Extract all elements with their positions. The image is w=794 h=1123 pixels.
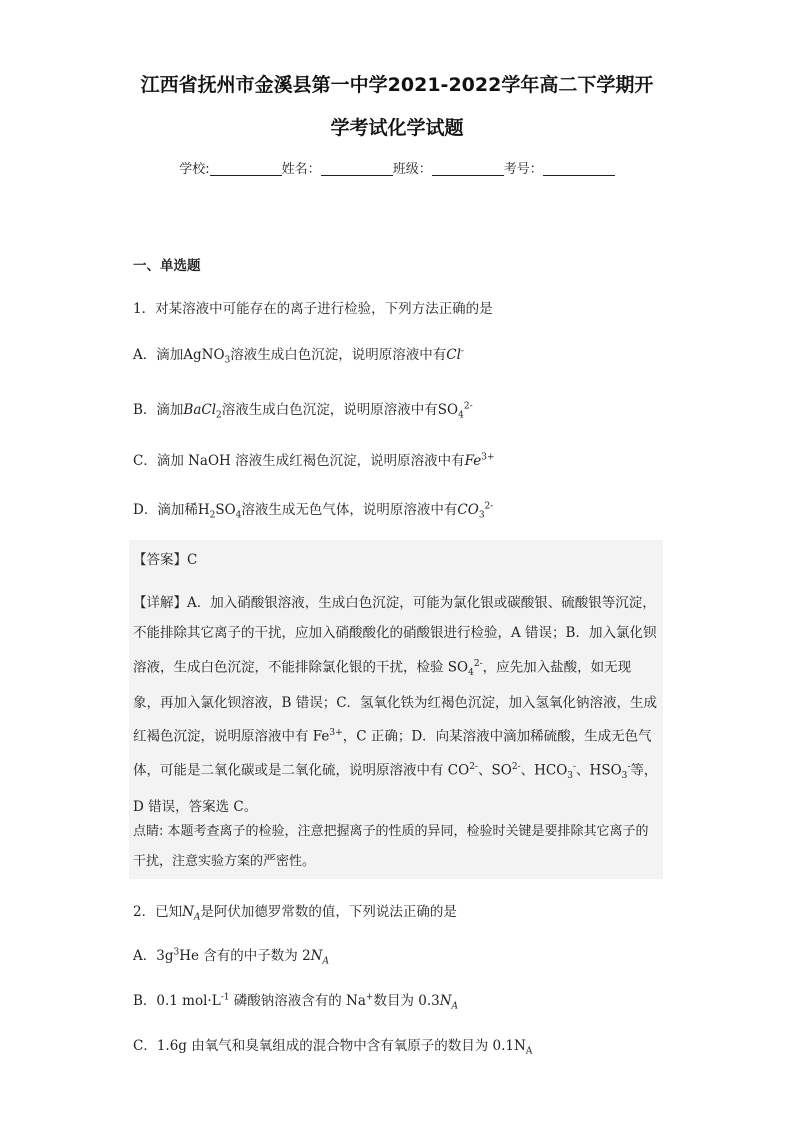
q1-option-d: D．滴加稀$H_2SO_4$溶液生成无色气体，说明原溶液中有$CO_3^{2-}$ bbox=[133, 501, 494, 521]
exam-title-line2: 学考试化学试题 bbox=[330, 117, 464, 139]
q2-stem: 2．已知$N_A$是阿伏加德罗常数的值，下列说法正确的是 bbox=[133, 904, 457, 923]
q1-answer: 【答案】C bbox=[133, 552, 198, 568]
q1-option-a: A．滴加AgNO$_3$溶液生成白色沉淀，说明原溶液中有Cl- bbox=[133, 346, 464, 366]
school-label: 学校: bbox=[179, 162, 210, 177]
student-info-row bbox=[0, 158, 794, 177]
name-label: 姓名： bbox=[281, 162, 321, 177]
q2-option-c: C．1.6g 由氧气和臭氧组成的混合物中含有氧原子的数目为 $0.1N_A$ bbox=[133, 1038, 533, 1057]
q1-option-c: C．滴加 NaOH 溶液生成红褐色沉淀，说明原溶液中有$Fe^{3+}$ bbox=[133, 452, 495, 469]
school-blank[interactable] bbox=[210, 161, 282, 176]
number-blank[interactable] bbox=[543, 161, 615, 176]
exam-title-line1: 江西省抚州市金溪县第一中学2021-2022学年高二下学期开 bbox=[140, 74, 654, 96]
class-blank[interactable] bbox=[432, 161, 504, 176]
q2-option-a: A．$3g^3He$ 含有的中子数为 $2N_A$ bbox=[133, 947, 329, 967]
q1-explanation: 【详解】A．加入硝酸银溶液，生成白色沉淀，可能为氯化银或碳酸银、硫酸银等沉淀，不能排除其它离子的干扰，应加入硝酸酸化的硝酸银进行检验，A 错误；B．加入氯化钡溶液，生成白色沉淀，不能排除氯化银的干扰，检验 $SO_4^{2-}$，应先加入盐酸，如无现象，再加入氯化钡溶液，B 错误；C．氢氧化铁为红褐色沉淀，加入氢氧化钠溶液，生成红褐色沉淀，说明原溶液中有 $Fe^{3+}$，C 正确；D．向某溶液中滴加稀硫酸，生成无色气体，可能是二氧化碳或是二氧化硫，说明原溶液中有 $CO^{2-}$、$SO^{2-}$、$HCO_3^-$、$HSO_3^-$等，D 错误，答案选 C。 bbox=[133, 595, 658, 815]
q1-stem: 1．对某溶液中可能存在的离子进行检验，下列方法正确的是 bbox=[133, 301, 493, 317]
class-label: 班级： bbox=[392, 162, 432, 177]
q2-option-b: B．0.1 $mol\cdot L^{-1}$ 磷酸钠溶液含有的 Na+数目为 $0.3N_A$ bbox=[133, 992, 459, 1012]
name-blank[interactable] bbox=[321, 161, 393, 176]
section-heading: 一、单选题 bbox=[133, 258, 201, 274]
q1-key-point: 点睛: 本题考查离子的检验，注意把握离子的性质的异同，检验时关键是要排除其它离子的干扰，注意实验方案的严密性。 bbox=[133, 824, 649, 869]
q1-option-b: B．滴加BaCl$_2$溶液生成白色沉淀，说明原溶液中有$SO_4^{2-}$ bbox=[133, 401, 473, 421]
number-label: 考号： bbox=[503, 162, 543, 177]
